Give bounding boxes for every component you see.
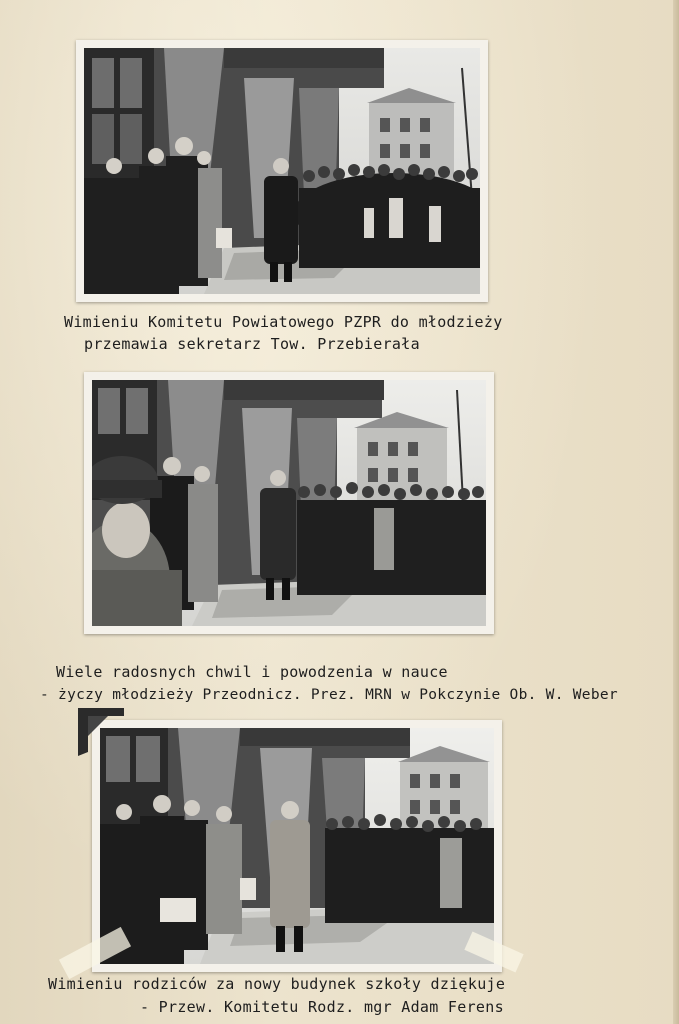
- photo-2: [84, 372, 494, 634]
- page-edge: [673, 0, 679, 1024]
- photo-2-caption-line-2: - życzy młodzieży Przeodnicz. Prez. MRN w Pokczynie Ob. W. Weber: [40, 687, 618, 703]
- photo-3-image: [100, 728, 494, 964]
- photo-3-caption-line-2: - Przew. Komitetu Rodz. mgr Adam Ferens: [140, 998, 504, 1016]
- photo-1: [76, 40, 488, 302]
- photo-1-caption-line-2: przemawia sekretarz Tow. Przebierała: [84, 335, 420, 353]
- photo-2-image: [92, 380, 486, 626]
- photo-3-caption-line-1: Wimieniu rodziców za nowy budynek szkoły dziękuje: [48, 975, 506, 993]
- photo-corner-mount: [78, 708, 124, 756]
- photo-1-caption-line-1: Wimieniu Komitetu Powiatowego PZPR do młodzieży: [64, 313, 503, 331]
- photo-2-caption-line-1: Wiele radosnych chwil i powodzenia w nauce: [56, 663, 448, 681]
- photo-1-image: [84, 48, 480, 294]
- photo-3: [92, 720, 502, 972]
